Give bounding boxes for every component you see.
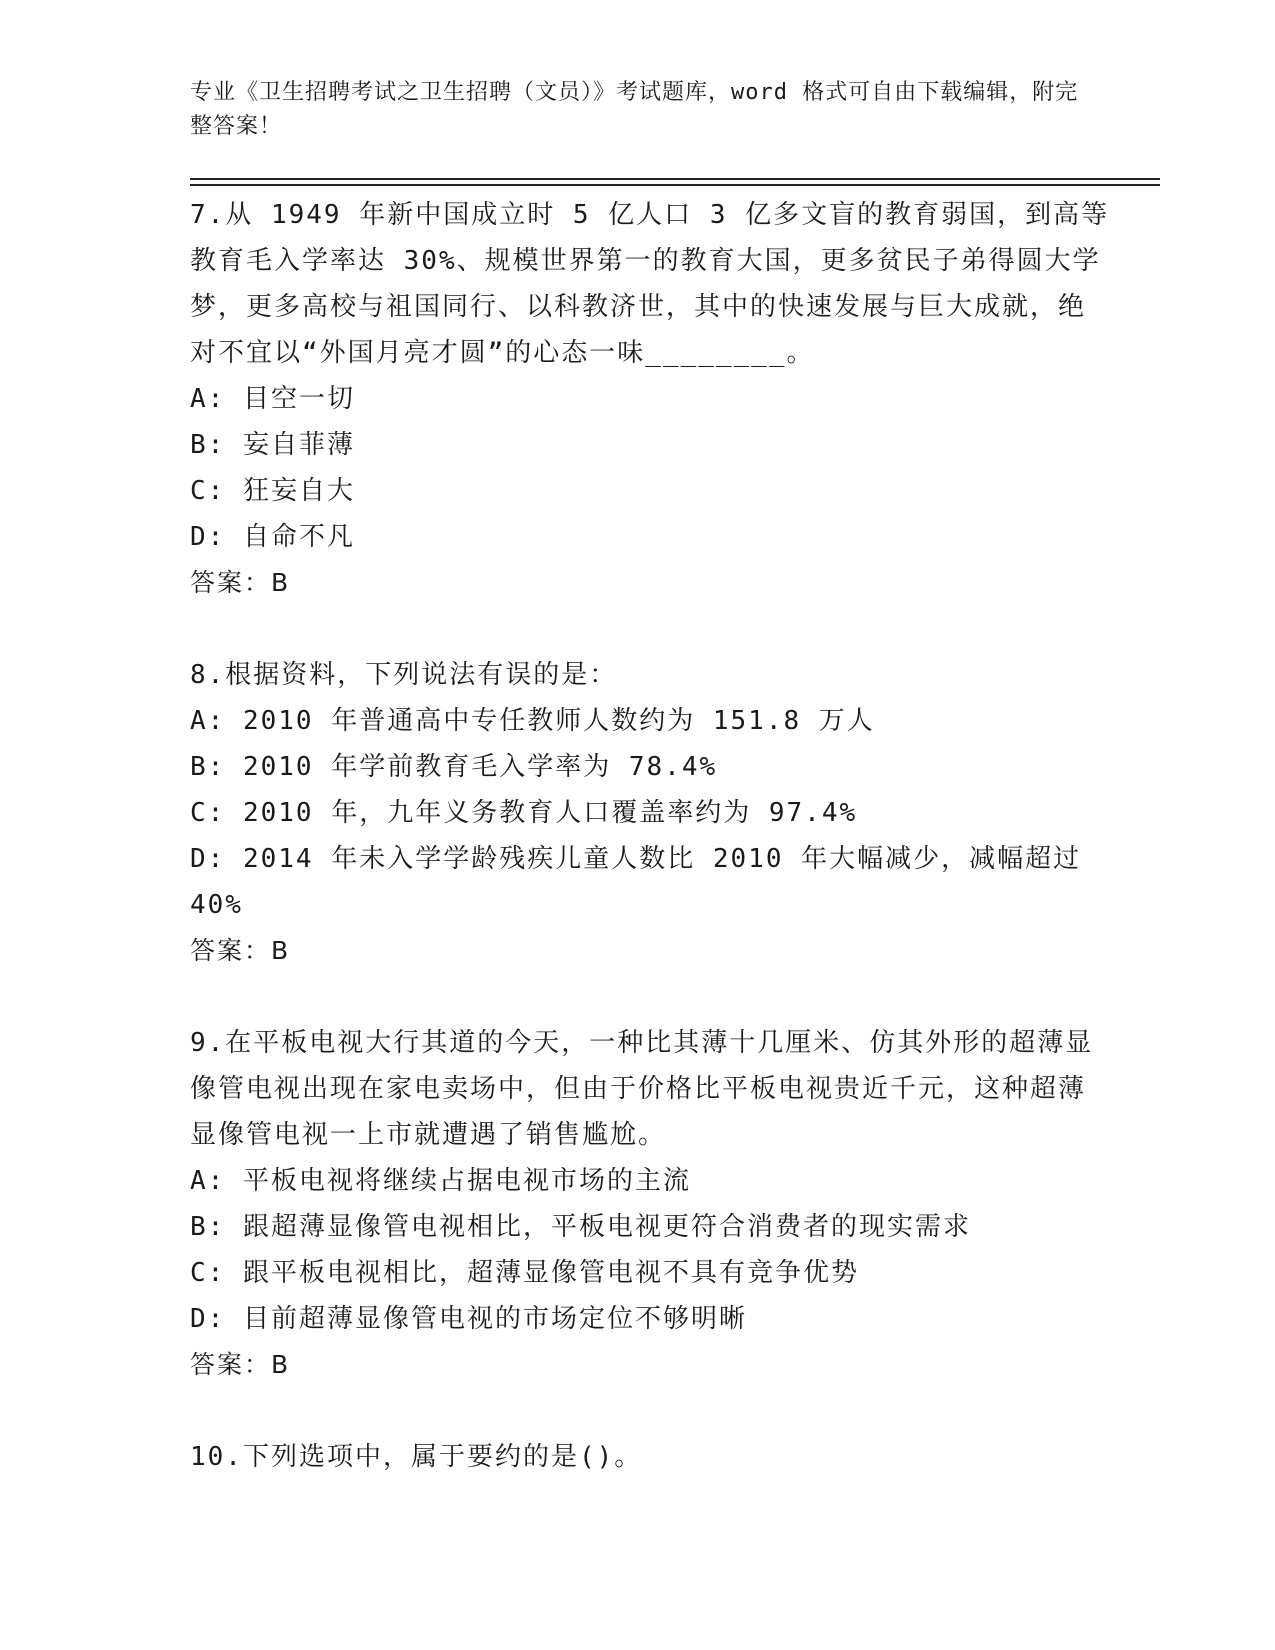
option-c: C: 2010 年，九年义务教育人口覆盖率约为 97.4% bbox=[190, 798, 858, 828]
question-text: 7.从 1949 年新中国成立时 5 亿人口 3 亿多文盲的教育弱国，到高等教育毛入学率达 30%、规模世界第一的教育大国，更多贫民子弟得圆大学梦，更多高校与祖国同行、以科教济世，其中的快速发展与巨大成就，绝对不宜以“外国月亮才圆”的心态一味________。 bbox=[190, 200, 1110, 368]
answer: 答案：B bbox=[190, 568, 291, 597]
answer: 答案：B bbox=[190, 936, 291, 965]
option-b: B: 妄自菲薄 bbox=[190, 430, 355, 460]
header-rule-bottom bbox=[190, 184, 1160, 186]
option-d: D: 自命不凡 bbox=[190, 522, 355, 552]
question-10 bbox=[190, 1434, 1110, 1480]
question-7 bbox=[190, 192, 1110, 606]
option-d: D: 2014 年未入学学龄残疾儿童人数比 2010 年大幅减少，减幅超过 40% bbox=[190, 844, 1082, 920]
question-9 bbox=[190, 1020, 1110, 1388]
option-a: A: 目空一切 bbox=[190, 384, 355, 414]
option-c: C: 跟平板电视相比，超薄显像管电视不具有竞争优势 bbox=[190, 1258, 859, 1288]
header-text: 专业《卫生招聘考试之卫生招聘（文员）》考试题库，word 格式可自由下载编辑，附完整答案！ bbox=[190, 80, 1079, 139]
question-text: 9.在平板电视大行其道的今天，一种比其薄十几厘米、仿其外形的超薄显像管电视出现在家电卖场中，但由于价格比平板电视贵近千元，这种超薄显像管电视一上市就遭遇了销售尴尬。 bbox=[190, 1028, 1094, 1150]
question-8 bbox=[190, 652, 1110, 974]
answer: 答案：B bbox=[190, 1350, 291, 1379]
header-rule-top bbox=[190, 178, 1160, 180]
document-header bbox=[190, 76, 1090, 144]
option-d: D: 目前超薄显像管电视的市场定位不够明晰 bbox=[190, 1304, 747, 1334]
option-c: C: 狂妄自大 bbox=[190, 476, 355, 506]
option-a: A: 2010 年普通高中专任教师人数约为 151.8 万人 bbox=[190, 706, 875, 736]
option-b: B: 2010 年学前教育毛入学率为 78.4% bbox=[190, 752, 718, 782]
option-b: B: 跟超薄显像管电视相比，平板电视更符合消费者的现实需求 bbox=[190, 1212, 971, 1242]
option-a: A: 平板电视将继续占据电视市场的主流 bbox=[190, 1166, 691, 1196]
question-text: 10.下列选项中，属于要约的是()。 bbox=[190, 1442, 643, 1472]
question-text: 8.根据资料，下列说法有误的是： bbox=[190, 660, 618, 690]
question-list bbox=[190, 192, 1110, 1526]
